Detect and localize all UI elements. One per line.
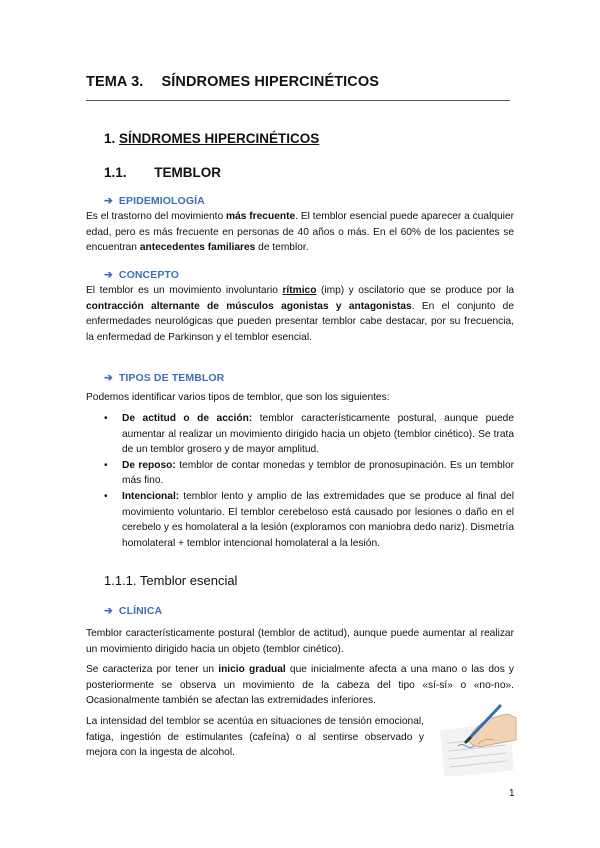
bold-text: más frecuente — [226, 211, 296, 222]
subheading-concepto — [104, 269, 179, 281]
section-title: TEMBLOR — [154, 165, 222, 180]
arrow-icon: ➔ — [104, 605, 113, 617]
section-heading-1-1-1: 1.1.1. Temblor esencial — [104, 573, 238, 588]
chapter-title-text: SÍNDROMES HIPERCINÉTICOS — [161, 74, 380, 90]
chapter-title — [86, 74, 379, 90]
text: Se caracteriza por tener un — [86, 664, 219, 675]
text: (imp) y oscilatorio que se produce por la — [316, 285, 514, 296]
subheading-label: EPIDEMIOLOGÍA — [118, 195, 205, 207]
page-number: 1 — [509, 788, 515, 799]
header-rule — [86, 100, 510, 101]
subheading-tipos — [104, 372, 224, 384]
bold-text: antecedentes familiares — [139, 242, 256, 254]
section-heading-1-1 — [104, 165, 221, 180]
bold-text: De reposo: — [122, 459, 176, 471]
list-item — [104, 458, 514, 489]
bullet-icon: • — [104, 413, 108, 424]
paragraph-clinica-3: La intensidad del temblor se acentúa en situaciones de tensión emocional, fatiga, ingestión de estimulantes (cafeína) o al sentirse observado y mejora con la ingesta de alcohol. — [86, 716, 424, 759]
paragraph-clinica-1: Temblor característicamente postural (temblor de actitud), aunque puede aumentar al realizar un movimiento dirigido hacia un objeto (temblor cinético). — [86, 628, 514, 655]
list-item — [104, 489, 514, 551]
paragraph-tipos-intro: Podemos identificar varios tipos de temblor, que son los siguientes: — [86, 392, 390, 403]
arrow-icon: ➔ — [104, 269, 113, 281]
bold-text: contracción alternante de músculos agonistas y antagonistas — [86, 300, 412, 312]
text: . El temblor esencial puede aparecer a cualquier edad, pero es más frecuente en personas de 40 años o más. En el 60% de los pacientes se encuentran — [86, 211, 514, 254]
bold-text: Intencional: — [122, 490, 180, 502]
arrow-icon: ➔ — [104, 195, 113, 207]
bold-text: De actitud o de acción: — [122, 413, 253, 424]
text: El temblor es un movimiento involuntario — [86, 285, 283, 296]
bullet-icon: • — [104, 490, 108, 502]
text: de temblor. — [255, 242, 309, 254]
list-item — [104, 411, 514, 458]
hand-writing-illustration — [438, 700, 518, 776]
bold-text: rítmico — [282, 285, 317, 296]
section-heading-1 — [104, 131, 319, 146]
arrow-icon: ➔ — [104, 372, 113, 384]
text: Es el trastorno del movimiento — [86, 211, 227, 222]
text: temblor lento y amplio de las extremidades que se produce al final del movimiento voluntario. El temblor cerebeloso está causado por lesiones o daño en el cerebelo y es homolateral a la lesión (exploramos con maniobra dedo nariz). Dismetría homolateral + temblor intencional homolateral a la lesión. — [122, 490, 514, 549]
section-number: 1.1. — [104, 165, 127, 180]
paragraph-concepto — [86, 283, 514, 345]
tipos-list — [104, 411, 514, 551]
paragraph-epidemiologia — [86, 209, 514, 256]
section-number: 1. — [104, 131, 116, 146]
bold-text: inicio gradual — [218, 664, 286, 675]
subheading-label: CONCEPTO — [118, 269, 180, 281]
chapter-number: TEMA 3. — [86, 74, 144, 90]
subheading-epidemiologia — [104, 195, 205, 207]
text: temblor de contar monedas y temblor de pronosupinación. Es un temblor más fino. — [122, 459, 514, 487]
text: temblor característicamente postural, aunque puede aumentar al realizar un movimiento dirigido hacia un objeto (temblor cinético). Se trata de un temblor grosero y de mayor amplitud. — [122, 413, 514, 456]
text: que inicialmente afecta a una mano o las dos y posteriormente se observa un movimiento de la cabeza del tipo «sí-sí» o «no-no». Ocasionalmente también se afectan las extremidades inferiores. — [86, 664, 515, 707]
text: . En el conjunto de enfermedades neurológicas que pueden presentar temblor cabe destacar, por su frecuencia, la enfermedad de Parkinson y el temblor esencial. — [86, 300, 514, 343]
subheading-label: TIPOS DE TEMBLOR — [118, 372, 225, 384]
section-title: SÍNDROMES HIPERCINÉTICOS — [119, 131, 320, 146]
subheading-clinica — [104, 605, 162, 617]
subheading-label: CLÍNICA — [118, 605, 163, 617]
bullet-icon: • — [104, 459, 108, 471]
